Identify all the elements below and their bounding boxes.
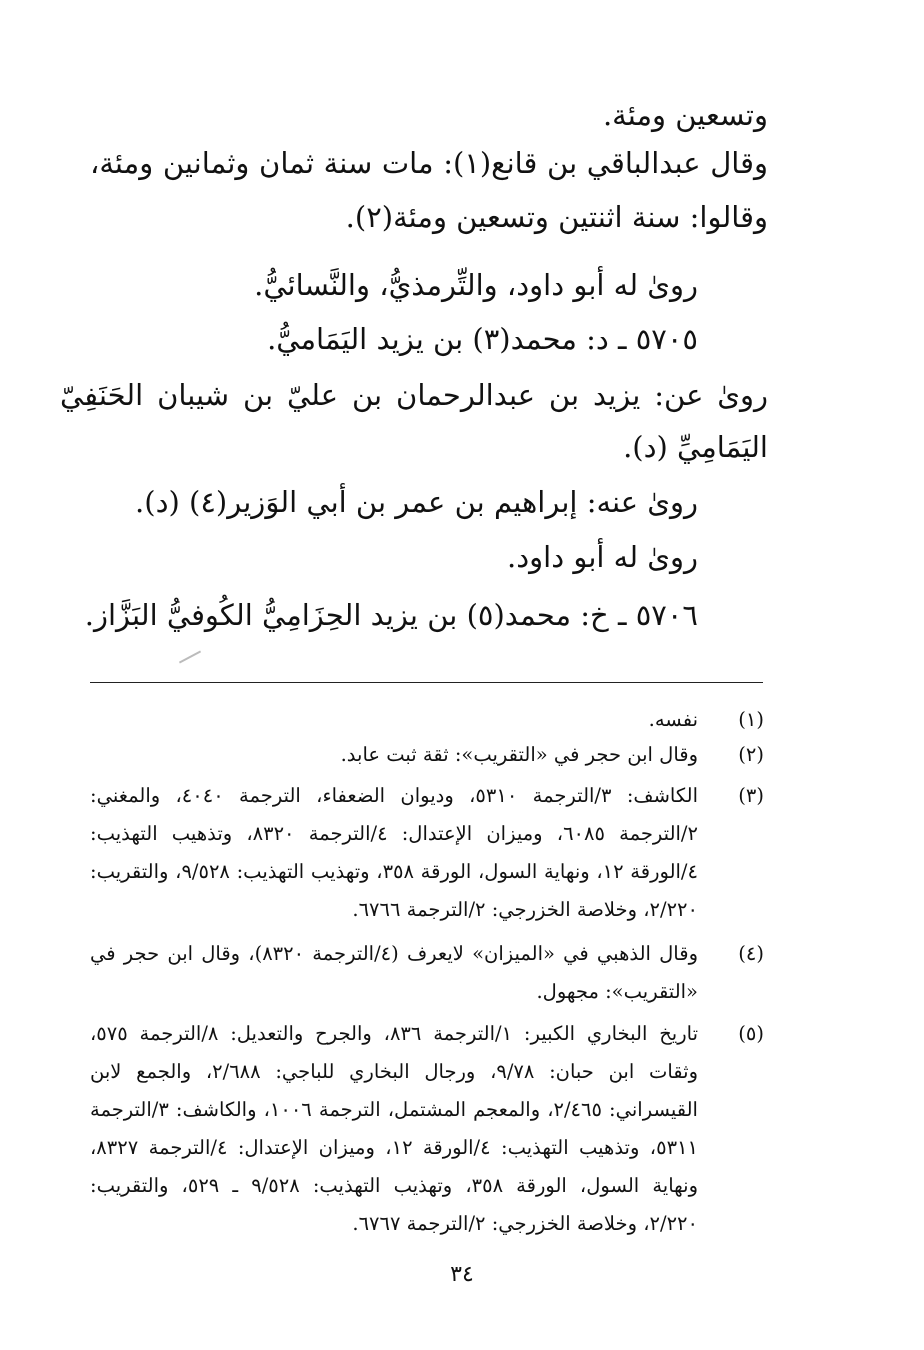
footnote-line: وقال الذهبي في «الميزان» لايعرف (٤/الترجمة ٨٣٢٠)، وقال ابن حجر في xyxy=(90,942,698,965)
entry-heading: ٥٧٠٦ ـ خ: محمد(٥) بن يزيد الحِزَامِيُّ الكُوفيُّ البَزَّاز. xyxy=(84,598,698,632)
body-line: روىٰ له أبو داود، والتِّرمذيُّ، والنَّسائيُّ. xyxy=(254,268,698,302)
footnote-line: نفسه. xyxy=(648,708,698,731)
footnote-number: (١) xyxy=(738,708,764,731)
footnote-line: ٢/٢٢٠، وخلاصة الخزرجي: ٢/الترجمة ٦٧٦٧. xyxy=(352,1212,698,1235)
footnote-line: تاريخ البخاري الكبير: ١/الترجمة ٨٣٦، والجرح والتعديل: ٨/الترجمة ٥٧٥، xyxy=(90,1022,699,1045)
footnote-line: ٢/٢٢٠، وخلاصة الخزرجي: ٢/الترجمة ٦٧٦٦. xyxy=(352,898,698,921)
footnote-line: ٤/الورقة ١٢، ونهاية السول، الورقة ٣٥٨، وتهذيب التهذيب: ٩/٥٢٨، والتقريب: xyxy=(90,860,698,883)
body-line: وتسعين ومئة. xyxy=(602,98,768,132)
footnote-number: (٥) xyxy=(738,1022,764,1045)
footnote-number: (٢) xyxy=(738,743,764,766)
footnote-number: (٣) xyxy=(738,784,764,807)
body-line: روىٰ له أبو داود. xyxy=(507,540,698,574)
body-line: روىٰ عن: يزيد بن عبدالرحمان بن عليّ بن شيبان الحَنَفِيّ xyxy=(60,378,768,412)
footnote-line: وثقات ابن حبان: ٩/٧٨، ورجال البخاري للباجي: ٢/٦٨٨، والجمع لابن xyxy=(90,1060,698,1083)
body-line: وقال عبدالباقي بن قانع(١): مات سنة ثمان وثمانين ومئة، xyxy=(90,146,768,180)
footnote-line: ٢/الترجمة ٦٠٨٥، وميزان الإعتدال: ٤/الترجمة ٨٣٢٠، وتذهيب التهذيب: xyxy=(90,822,698,845)
body-line: روىٰ عنه: إبراهيم بن عمر بن أبي الوَزير(٤) (د). xyxy=(135,485,698,519)
body-line: وقالوا: سنة اثنتين وتسعين ومئة(٢). xyxy=(345,200,768,234)
footnote-line: ٥٣١١، وتذهيب التهذيب: ٤/الورقة ١٢، وميزان الإعتدال: ٤/الترجمة ٨٣٢٧، xyxy=(90,1136,698,1159)
footnote-line: الكاشف: ٣/الترجمة ٥٣١٠، وديوان الضعفاء، الترجمة ٤٠٤٠، والمغني: xyxy=(90,784,698,807)
footnote-line: وقال ابن حجر في «التقريب»: ثقة ثبت عابد. xyxy=(340,743,698,766)
footnote-line: القيسراني: ٢/٤٦٥، والمعجم المشتمل، الترجمة ١٠٠٦، والكاشف: ٣/الترجمة xyxy=(90,1098,698,1121)
footnote-separator xyxy=(90,682,763,683)
footnote-line: ونهاية السول، الورقة ٣٥٨، وتهذيب التهذيب: ٩/٥٢٨ ـ ٥٢٩، والتقريب: xyxy=(90,1174,699,1197)
page-number: ٣٤ xyxy=(450,1262,474,1287)
print-speck xyxy=(179,650,201,663)
body-line: اليَمَامِيِّ (د). xyxy=(623,430,768,464)
footnote-number: (٤) xyxy=(738,942,764,965)
footnote-line: «التقريب»: مجهول. xyxy=(536,980,698,1003)
entry-heading: ٥٧٠٥ ـ د: محمد(٣) بن يزيد اليَمَاميُّ. xyxy=(267,322,698,356)
